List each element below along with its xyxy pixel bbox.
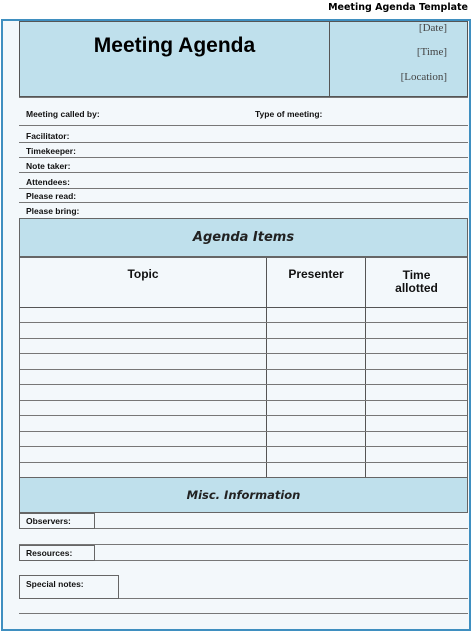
field-line (19, 172, 468, 173)
table-row-line (20, 384, 467, 385)
header-divider (329, 22, 330, 96)
divider-line (19, 125, 468, 126)
attendees-label: Attendees: (26, 177, 70, 187)
table-row-line (20, 322, 467, 323)
resources-label: Resources: (26, 548, 73, 558)
table-row-line (20, 400, 467, 401)
misc-information-band (19, 477, 468, 513)
header-block (19, 21, 468, 97)
table-row-line (20, 415, 467, 416)
meeting-type-label: Type of meeting: (255, 109, 323, 119)
table-row-line (20, 369, 467, 370)
topic-column-header: Topic (127, 267, 159, 281)
table-row-line (20, 338, 467, 339)
column-divider (266, 258, 267, 477)
table-header-line (20, 307, 467, 308)
time-field[interactable]: [Time] (416, 46, 447, 58)
special-notes-label: Special notes: (26, 579, 84, 589)
template-title: Meeting Agenda Template (328, 2, 468, 13)
table-row-line (20, 446, 467, 447)
special-notes-field-line (119, 598, 468, 599)
presenter-column-header: Presenter (288, 267, 344, 281)
date-field[interactable]: [Date] (418, 22, 447, 34)
table-row-line (20, 353, 467, 354)
observers-label: Observers: (26, 516, 71, 526)
please-bring-label: Please bring: (26, 206, 80, 216)
field-line (19, 613, 468, 614)
agenda-items-band (19, 218, 468, 257)
divider-line (19, 97, 468, 98)
please-read-label: Please read: (26, 191, 77, 201)
resources-field-line (95, 560, 468, 561)
timekeeper-label: Timekeeper: (26, 146, 76, 156)
table-row-line (20, 431, 467, 432)
misc-information-heading: Misc. Information (186, 488, 301, 502)
location-field[interactable]: [Location] (400, 71, 447, 83)
table-row-line (20, 462, 467, 463)
facilitator-label: Facilitator: (26, 131, 70, 141)
field-line (19, 202, 468, 203)
field-line (19, 142, 468, 143)
field-line (19, 157, 468, 158)
called-by-label: Meeting called by: (26, 109, 100, 119)
agenda-table (19, 257, 468, 478)
allotted-header-line: allotted (395, 281, 438, 295)
agenda-items-heading: Agenda Items (192, 230, 295, 245)
observers-field-line (95, 528, 468, 529)
time-header-line: Time (402, 268, 431, 282)
page-title: Meeting Agenda (93, 34, 256, 57)
field-line (19, 188, 468, 189)
time-allotted-column-header (366, 269, 467, 295)
note-taker-label: Note taker: (26, 161, 71, 171)
